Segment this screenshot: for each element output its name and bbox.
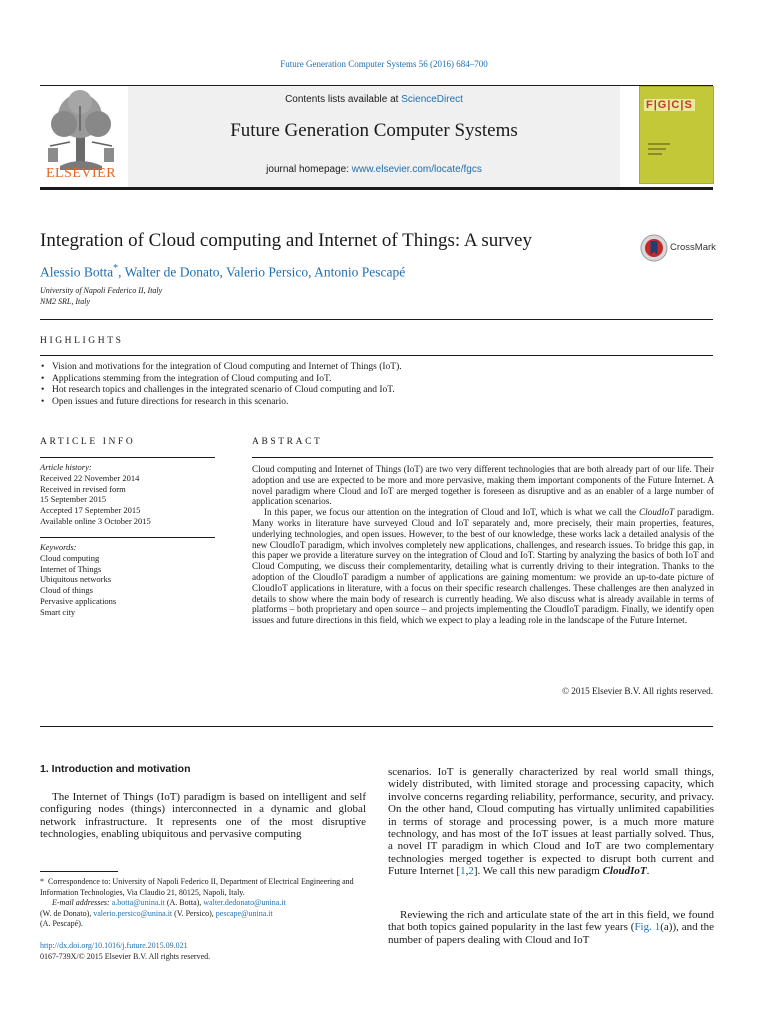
divider [40,319,713,320]
affiliation: University of Napoli Federico II, Italy [40,286,163,295]
email-addresses [40,909,370,920]
author-name[interactable]: Alessio Botta [40,264,114,280]
crossmark-label: CrossMark [670,242,716,253]
elsevier-logo [40,86,122,186]
abstract-text: In this paper, we focus our attention on the integration of Cloud and IoT, which is what we call the [264,507,639,518]
keyword: Cloud computing [40,552,100,563]
homepage-prefix: journal homepage: [266,164,352,175]
body-text: . [646,865,650,878]
journal-cover-thumbnail [639,86,714,184]
highlights-list [40,362,700,408]
history-entry: Available online 3 October 2015 [40,515,151,526]
email-owner: (V. Persico), [172,908,216,918]
abstract-body [252,464,714,626]
email-owner: (A. Pescapé). [40,919,83,929]
email-addresses [40,898,370,909]
footnote [40,877,370,930]
doi-link[interactable]: http://dx.doi.org/10.1016/j.future.2015.09.021 [40,941,188,950]
section-heading: 1. Introduction and motivation [40,763,191,775]
history-entry: Accepted 17 September 2015 [40,505,141,516]
body-paragraph [388,909,714,946]
header-bottom-rule [40,187,713,190]
divider [40,355,713,356]
author-list: Alessio Botta*, Walter de Donato, Valerio Persico, Antonio Pescapé [40,263,406,280]
abstract-heading: ABSTRACT [252,437,323,447]
article-info-heading: ARTICLE INFO [40,437,136,447]
divider [40,457,215,458]
highlights-heading: HIGHLIGHTS [40,336,124,346]
abstract-paragraph: Cloud computing and Internet of Things (IoT) are two very different technologies that are both already part of our life. Their adoption and use are expected to be more and more pervasive, making them important components of the Future Internet. A novel paradigm where Cloud and IoT are merged together is foreseen as disruptive and as an enabler of a large number of application scenarios. [252,464,714,507]
history-entry: Received in revised form [40,483,126,494]
keyword: Ubiquitous networks [40,574,112,585]
author-name[interactable]: Valerio Persico [226,264,309,280]
author-name[interactable]: Walter de Donato [124,264,220,280]
abstract-text: paradigm. Many works in literature have surveyed Cloud and IoT separately and, more precisely, their main properties, features, underlying technologies, and open issues. However, to the best of our knowledge, these works lack a detailed analysis of the new CloudIoT paradigm, which involves completely new applications, challenges, and research issues. To bridge this gap, in this paper we provide a literature survey on the integration of Cloud and IoT. Starting by analyzing the basics of both IoT and Cloud Computing, we discuss their complementarity, detailing what is currently driving to their integration. Thanks to the adoption of the CloudIoT paradigm a number of applications are gaining momentum: we provide an up-to-date picture of CloudIoT applications in literature, with a focus on their specific research challenges. These challenges are then analyzed in details to show where the main body of research is currently heading. We also discuss what is already available in terms of platforms – both proprietary and open source – and projects implementing the CloudIoT paradigm. Finally, we identify open issues and future directions in this field, which we expect to play a leading role in the landscape of the Future Internet. [252,507,714,626]
correspondence-note [40,877,370,898]
author-name[interactable]: Antonio Pescapé [314,264,406,280]
article-history [40,462,215,527]
header-top-rule [40,85,713,86]
crossmark-icon [640,234,668,262]
body-text: (a)), and the number of papers dealing with Cloud and IoT [388,921,714,946]
cloudiot-term: CloudIoT [602,865,647,878]
affiliation: NM2 SRL, Italy [40,297,90,306]
figure-reference-link[interactable]: Fig. 1 [634,921,661,934]
email-owner: (A. Botta), [164,898,204,908]
publisher-name: ELSEVIER [45,166,117,181]
contents-available [128,94,620,105]
corresponding-author-mark[interactable]: * [113,263,119,274]
cover-masthead: F|G|C|S [646,99,693,111]
keyword: Smart city [40,606,76,617]
paper-title: Integration of Cloud computing and Internet of Things: A survey [40,230,532,251]
highlight-item: • Applications stemming from the integration of Cloud computing and IoT. [40,374,700,386]
highlight-item: • Vision and motivations for the integration of Cloud computing and Internet of Things (IoT). [40,362,700,374]
contents-prefix: Contents lists available at [285,94,402,105]
divider [40,537,215,538]
body-text: scenarios. IoT is generally characterized by real world small things, widely distributed, with limited storage and processing capacity, which involve concerns regarding reliability, performance, security, and privacy. On the other hand, Cloud computing has virtually unlimited capabilities in terms of storage and processing power, is a much more mature technology, and has most of the IoT issues at least partially solved. Thus, a novel IT paradigm in which Cloud and IoT are two complementary technologies merged together is expected to disrupt both current and Future Internet [ [388,766,714,878]
journal-homepage [128,164,620,175]
correspondence-text: Correspondence to: University of Napoli Federico II, Department of Electrical Engineering and Information Technologies, Via Claudio 21, 80125, Napoli, Italy. [40,877,354,897]
footnote-rule [40,871,118,872]
highlight-item: • Open issues and future directions for research in this scenario. [40,397,700,409]
divider [40,726,713,727]
article-history-label: Article history: [40,462,92,472]
divider [252,457,713,458]
issn-line: 0167-739X/© 2015 Elsevier B.V. All rights reserved. [40,951,211,961]
body-text: ]. We call this new paradigm [473,865,603,878]
history-entry: Received 22 November 2014 [40,472,140,483]
email-label: E-mail addresses: [52,898,112,908]
journal-citation[interactable]: Future Generation Computer Systems 56 (2016) 684–700 [280,59,488,69]
sciencedirect-link[interactable]: ScienceDirect [401,94,463,105]
body-paragraph: scenarios. IoT is generally characterized by real world small things, widely distributed, with limited storage and processing capacity, which involve concerns regarding reliability, performance, security, and privacy. On the other hand, Cloud computing has virtually unlimited capabilities in terms of storage and processing power, is a much more mature technology, and has most of the IoT issues at least partially solved. Thus, a novel IT paradigm in which Cloud and IoT are two complementary technologies merged together is expected to disrupt both current and Future Internet [1,2]. We call this new paradigm CloudIoT. [388,766,714,878]
email-link[interactable]: walter.dedonato@unina.it [203,898,286,908]
email-link[interactable]: pescape@unina.it [215,908,273,918]
abstract-paragraph [252,507,714,626]
abstract-copyright: © 2015 Elsevier B.V. All rights reserved. [562,686,713,696]
crossmark-badge[interactable] [640,234,740,262]
email-owner: (W. de Donato), [40,908,94,918]
cloudiot-term: CloudIoT [638,507,675,518]
highlight-item: • Hot research topics and challenges in the integrated scenario of Cloud computing and IoT. [40,385,700,397]
email-link[interactable]: a.botta@unina.it [111,898,165,908]
keyword-list [40,542,215,618]
journal-homepage-link[interactable]: www.elsevier.com/locate/fgcs [351,164,482,175]
journal-title: Future Generation Computer Systems [230,120,518,141]
email-link[interactable]: valerio.persico@unina.it [93,908,173,918]
publication-info [40,941,210,962]
reference-link[interactable]: 2 [468,865,474,878]
keywords-label: Keywords: [40,542,77,552]
keyword: Pervasive applications [40,595,117,606]
body-paragraph: The Internet of Things (IoT) paradigm is based on intelligent and self configuring nodes (things) interconnected in a dynamic and global network infrastructure. It represents one of the most disruptive technologies, enabling ubiquitous and pervasive computing [40,791,366,841]
keyword: Cloud of things [40,585,93,596]
history-entry: 15 September 2015 [40,494,107,505]
body-text: Reviewing the rich and articulate state of the art in this field, we found that both topics gained popularity in the last few years ( [388,909,714,934]
reference-link[interactable]: 1 [460,865,466,878]
keyword: Internet of Things [40,563,102,574]
footnote-mark: * [40,877,44,886]
